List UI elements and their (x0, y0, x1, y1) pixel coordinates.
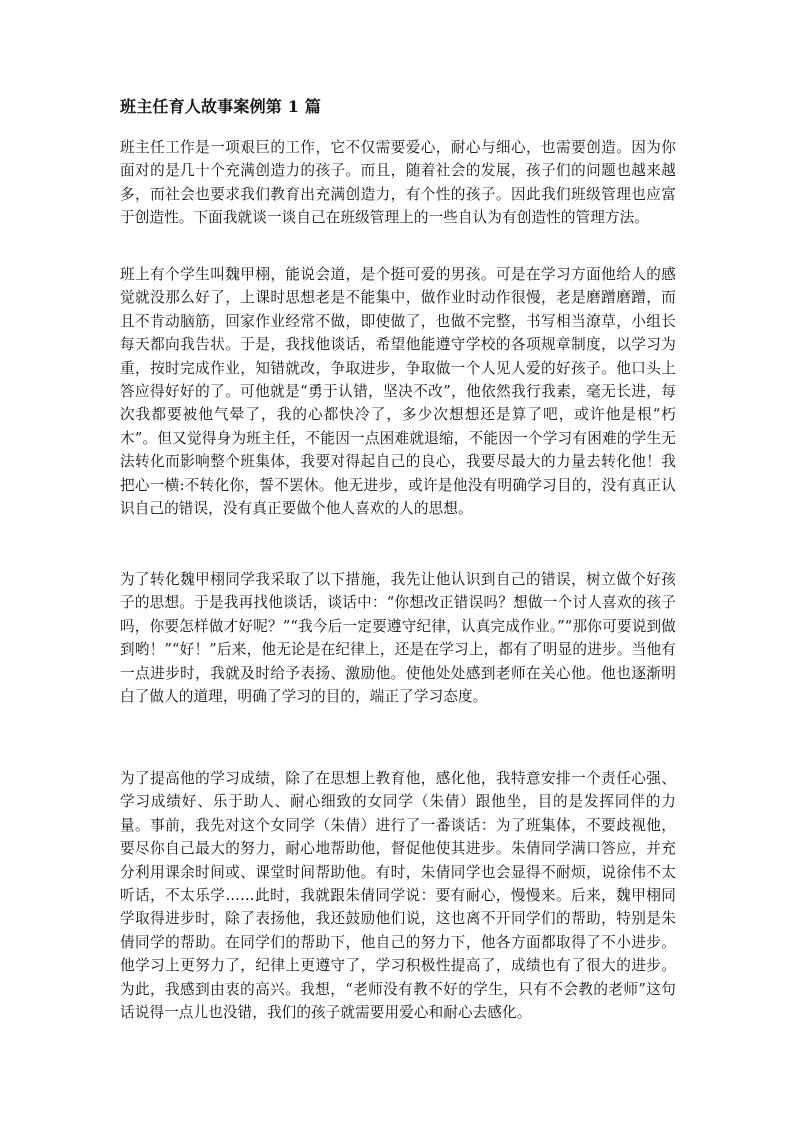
document-title: 班主任育人故事案例第 1 篇 (120, 97, 322, 116)
paragraph-2: 班上有个学生叫魏甲栩，能说会道，是个挺可爱的男孩。可是在学习方面他给人的感觉就没那么好了，上课时思想老是不能集中，做作业时动作很慢，老是磨蹭磨蹭，而且不肯动脑筋，回家作业经常不做，即使做了，也做不完整，书写相当潦草，小组长每天都向我告状。于是，我找他谈话，希望他能遵守学校的各项规章制度，以学习为重，按时完成作业，知错就改，争取进步，争取做一个人见人爱的好孩子。他口头上答应得好好的了。可他就是“勇于认错，坚决不改”，他依然我行我素，毫无长进，每次我都要被他气晕了，我的心都快冷了，多少次想想还是算了吧，或许他是根“朽木”。但又觉得身为班主任，不能因一点困难就退缩，不能因一个学习有困难的学生无法转化而影响整个班集体，我要对得起自己的良心，我要尽最大的力量去转化他！我把心一横:不转化你，誓不罢休。他无进步，或许是他没有明确学习目的，没有真正认识自己的错误，没有真正要做个他人喜欢的人的思想。 (120, 266, 676, 518)
paragraph-4: 为了提高他的学习成绩，除了在思想上教育他，感化他，我特意安排一个责任心强、学习成绩好、乐于助人、耐心细致的女同学（朱倩）跟他坐，目的是发挥同伴的力量。事前，我先对这个女同学（朱倩）进行了一番谈话：为了班集体，不要歧视他，要尽你自己最大的努力，耐心地帮助他，督促他使其进步。朱倩同学满口答应，并充分利用课余时间或、课堂时间帮助他。有时，朱倩同学也会显得不耐烦，说徐伟不太听话，不太乐学……此时，我就跟朱倩同学说：要有耐心，慢慢来。后来，魏甲栩同学取得进步时，除了表扬他，我还鼓励他们说，这也离不开同学们的帮助，特别是朱倩同学的帮助。在同学们的帮助下，他自己的努力下，他各方面都取得了不小进步。他学习上更努力了，纪律上更遵守了，学习积极性提高了，成绩也有了很大的进步。为此，我感到由衷的高兴。我想，“老师没有教不好的学生，只有不会教的老师”这句话说得一点儿也没错，我们的孩子就需要用爱心和耐心去感化。 (120, 770, 676, 1022)
paragraph-1: 班主任工作是一项艰巨的工作，它不仅需要爱心，耐心与细心，也需要创造。因为你面对的是几十个充满创造力的孩子。而且，随着社会的发展，孩子们的问题也越来越多，而社会也要求我们教育出充满创造力，有个性的孩子。因此我们班级管理也应富于创造性。下面我就谈一谈自己在班级管理上的一些自认为有创造性的管理方法。 (120, 139, 676, 227)
paragraph-3: 为了转化魏甲栩同学我采取了以下措施，我先让他认识到自己的错误，树立做个好孩子的思想。于是我再找他谈话，谈话中：“你想改正错误吗？想做一个讨人喜欢的孩子吗，你要怎样做才好呢？”“我今后一定要遵守纪律，认真完成作业。”“那你可要说到做到哟！”“好！”后来，他无论是在纪律上，还是在学习上，都有了明显的进步。当他有一点进步时，我就及时给予表扬、激励他。使他处处感到老师在关心他。他也逐渐明白了做人的道理，明确了学习的目的，端正了学习态度。 (120, 571, 676, 706)
